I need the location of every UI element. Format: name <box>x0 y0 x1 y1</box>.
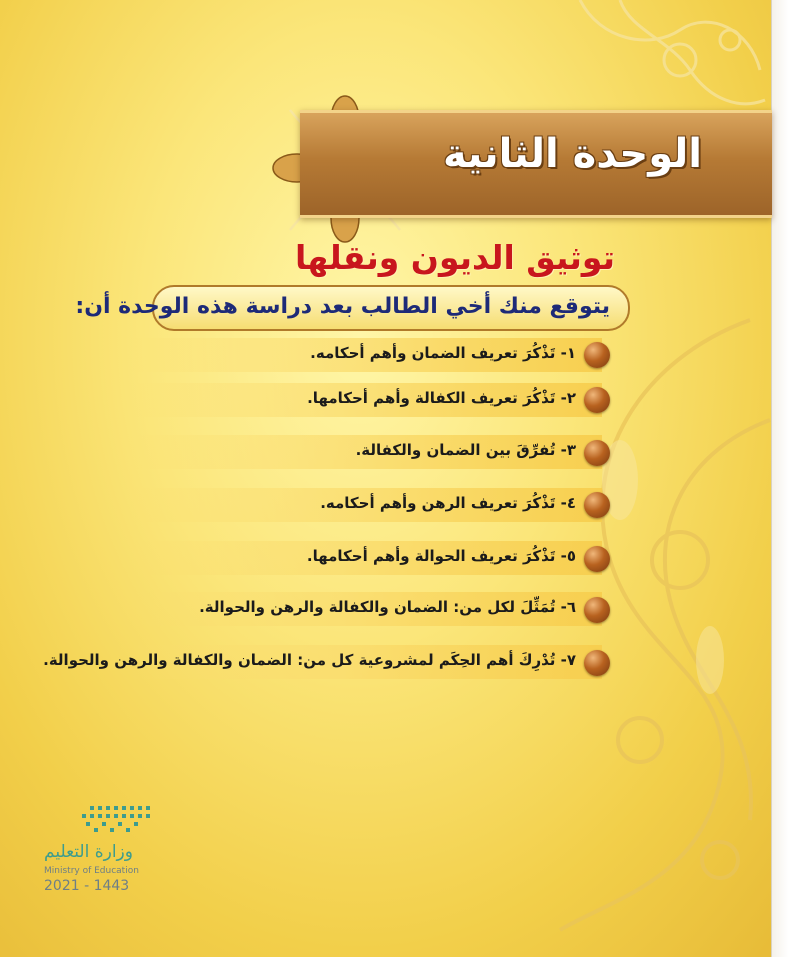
objectives-intro: يتوقع منك أخي الطالب بعد دراسة هذه الوحدة أن: <box>75 294 610 319</box>
objective-text: ٤- تَذْكُرَ تعريف الرهن وأهم أحكامه. <box>320 494 576 512</box>
edition-year: 2021 - 1443 <box>44 878 130 894</box>
objective-item <box>130 435 602 469</box>
bullet-icon <box>584 650 610 676</box>
ministry-name-arabic: وزارة التعليم <box>44 842 133 862</box>
bullet-icon <box>584 387 610 413</box>
bullet-icon <box>584 492 610 518</box>
unit-banner <box>300 110 772 218</box>
bullet-icon <box>584 440 610 466</box>
objective-item <box>130 592 602 626</box>
unit-number-title: الوحدة الثانية <box>443 131 702 177</box>
objective-text: ٣- تُفرِّقَ بين الضمان والكفالة. <box>355 441 576 459</box>
objective-item <box>43 645 602 679</box>
objective-text: ٦- تُمَثِّلَ لكل من: الضمان والكفالة والرهن والحوالة. <box>199 598 576 616</box>
objectives-intro-box <box>75 285 630 331</box>
objective-text: ١- تَذْكُرَ تعريف الضمان وأهم أحكامه. <box>310 344 576 362</box>
objective-text: ٧- تُدْرِكَ أهم الحِكَم لمشروعية كل من: الضمان والكفالة والرهن والحوالة. <box>43 651 576 669</box>
unit-subtitle: توثيق الديون ونقلها <box>295 238 615 277</box>
page-edge <box>771 0 800 957</box>
objective-item <box>130 488 602 522</box>
bullet-icon <box>584 342 610 368</box>
bullet-icon <box>584 546 610 572</box>
objective-item <box>130 338 602 372</box>
objective-text: ٥- تَذْكُرَ تعريف الحوالة وأهم أحكامها. <box>306 547 576 565</box>
objective-item <box>130 541 602 575</box>
bullet-icon <box>584 597 610 623</box>
objective-item <box>130 383 602 417</box>
ministry-name-english: Ministry of Education <box>44 866 139 876</box>
objective-text: ٢- تَذْكُرَ تعريف الكفالة وأهم أحكامها. <box>307 389 576 407</box>
